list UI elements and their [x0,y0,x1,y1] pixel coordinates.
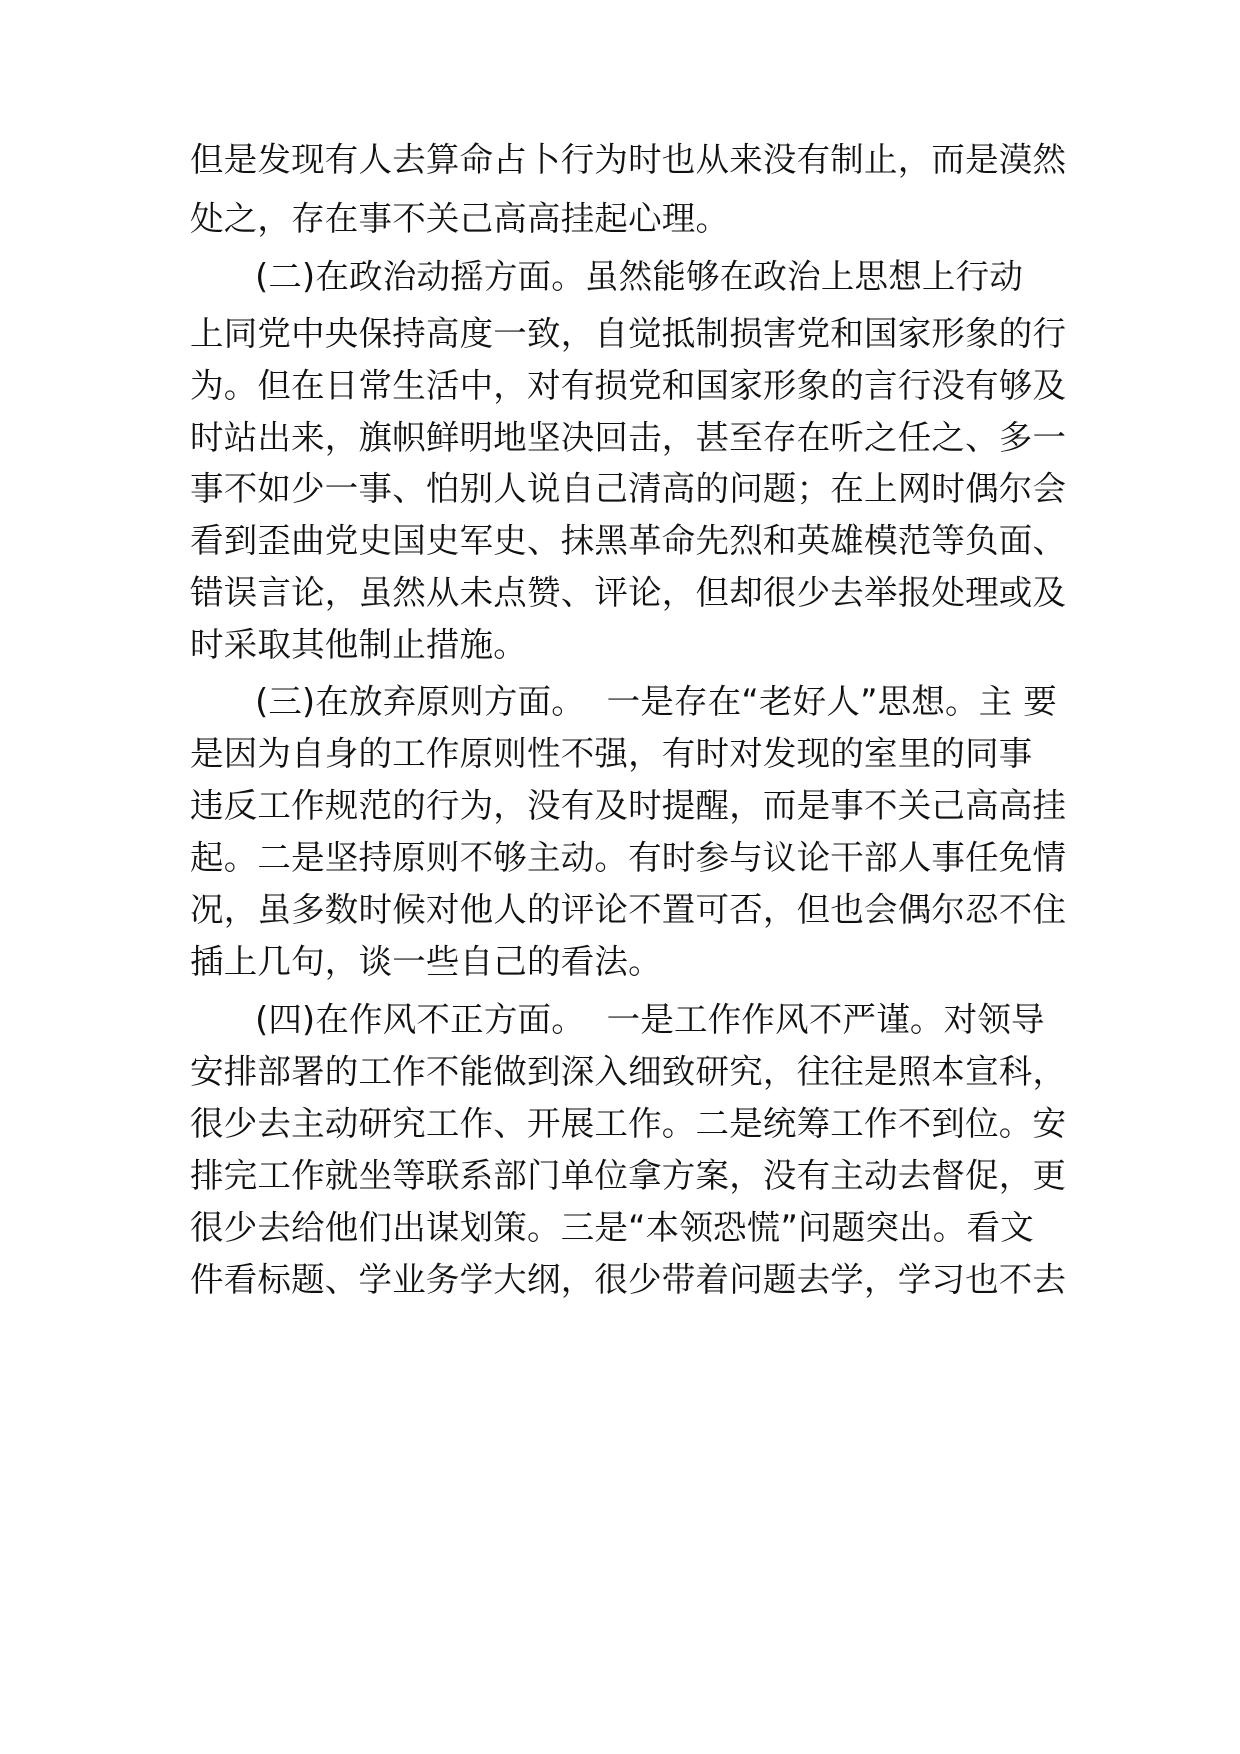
text-line: 上同党中央保持高度一致，自觉抵制损害党和国家形象的行 [190,314,1067,353]
text-line: 事不如少一事、怕别人说自己清高的问题；在上网时偶尔会 [190,469,1067,508]
text-line: (四)在作风不正方面。 一是工作作风不严谨。对领导 [190,1000,1045,1039]
text-line: 况，虽多数时候对他人的评论不置可否，但也会偶尔忍不住 [190,890,1067,929]
text-line: 是因为自身的工作原则性不强，有时对发现的室里的同事 [190,734,1033,773]
text-line: 安排部署的工作不能做到深入细致研究，往往是照本宣科， [190,1052,1067,1091]
text-line: 违反工作规范的行为，没有及时提醒，而是事不关己高高挂 [190,786,1067,825]
text-line: 时采取其他制止措施。 [190,625,527,664]
text-line: 起。二是坚持原则不够主动。有时参与议论干部人事任免情 [190,838,1067,877]
text-line: 件看标题、学业务学大纲，很少带着问题去学，学习也不去 [190,1260,1067,1299]
text-line: 很少去主动研究工作、开展工作。二是统筹工作不到位。安 [190,1104,1067,1143]
text-line: 看到歪曲党史国史军史、抹黑革命先烈和英雄模范等负面、 [190,521,1067,560]
text-line: 错误言论，虽然从未点赞、评论，但却很少去举报处理或及 [190,573,1067,612]
text-line: 但是发现有人去算命占卜行为时也从来没有制止，而是漠然 [190,140,1067,179]
text-line: 处之，存在事不关己高高挂起心理。 [190,199,730,238]
text-line: (三)在放弃原则方面。 一是存在“老好人”思想。主 要 [190,682,1057,721]
text-line: 插上几句，谈一些自己的看法。 [190,942,662,981]
text-line: 很少去给他们出谋划策。三是“本领恐慌”问题突出。看文 [190,1208,1034,1247]
text-line: (二)在政治动摇方面。虽然能够在政治上思想上行动 [190,257,1024,296]
text-line: 时站出来，旗帜鲜明地坚决回击，甚至存在听之任之、多一 [190,418,1067,457]
text-line: 为。但在日常生活中，对有损党和国家形象的言行没有够及 [190,366,1067,405]
text-line: 排完工作就坐等联系部门单位拿方案，没有主动去督促，更 [190,1156,1067,1195]
